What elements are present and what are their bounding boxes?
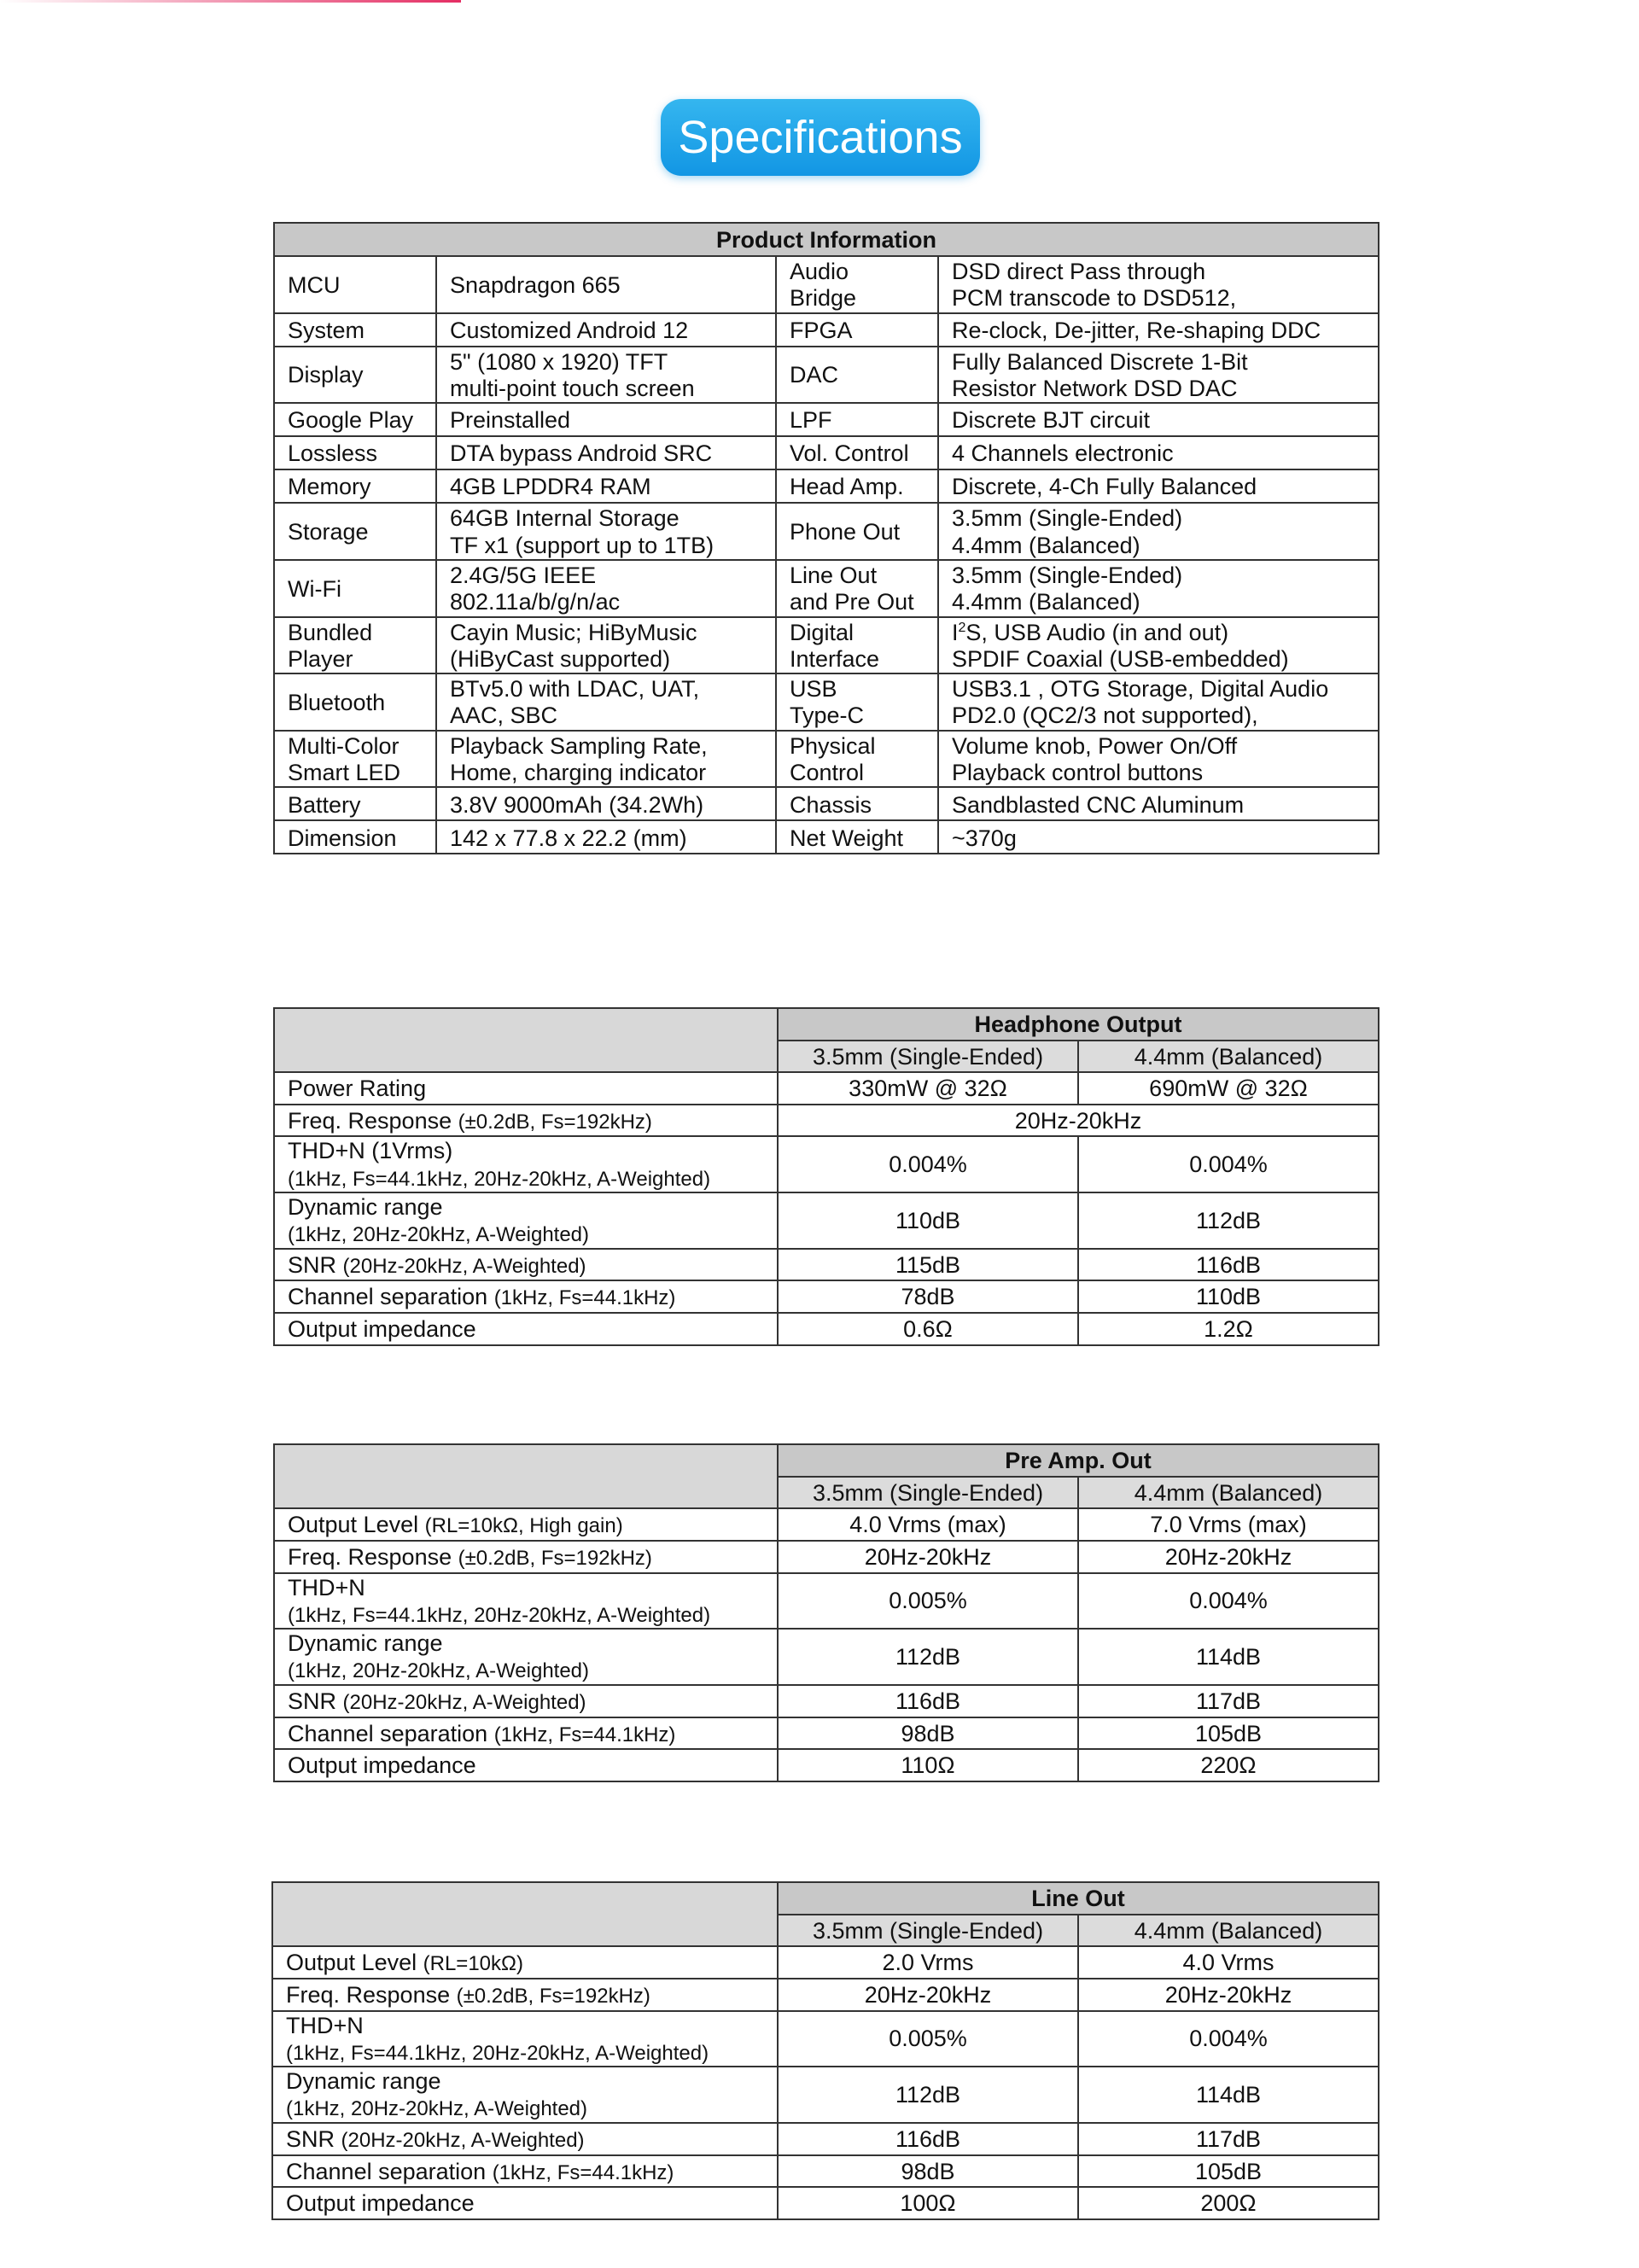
spec-condition: (1kHz, 20Hz-20kHz, A-Weighted) xyxy=(288,1223,590,1247)
spec-value-balanced: 7.0 Vrms (max) xyxy=(1078,1508,1379,1541)
spec-value: 64GB Internal Storage TF x1 (support up to 1TB) xyxy=(436,503,776,560)
spec-value: DSD direct Pass through PCM transcode to DSD512, xyxy=(938,256,1379,313)
spec-label xyxy=(272,1946,778,1979)
spec-value-balanced: 20Hz-20kHz xyxy=(1078,1541,1379,1573)
spec-value-balanced: 220Ω xyxy=(1078,1749,1379,1781)
spec-label-text: SNR xyxy=(286,2125,335,2152)
spec-label-text: THD+N xyxy=(288,1574,365,1600)
spec-value: ~370g xyxy=(938,820,1379,854)
spec-value-balanced: 0.004% xyxy=(1078,1573,1379,1630)
spec-value-balanced: 114dB xyxy=(1078,2067,1379,2123)
table-row xyxy=(274,1313,1379,1345)
table-row xyxy=(274,1072,1379,1105)
spec-label xyxy=(274,1508,778,1541)
spec-label xyxy=(272,2011,778,2067)
spec-condition: (±0.2dB, Fs=192kHz) xyxy=(458,1546,652,1570)
spec-label: Battery xyxy=(274,787,436,820)
spec-value-single-ended: 112dB xyxy=(778,2067,1078,2123)
spec-label-text: Output impedance xyxy=(286,2190,475,2217)
headphone-output-table xyxy=(273,1007,1379,1346)
spec-condition: (RL=10kΩ) xyxy=(423,1952,523,1976)
spec-value: 4GB LPDDR4 RAM xyxy=(436,469,776,503)
spec-label: FPGA xyxy=(776,313,938,347)
spec-label: Line Out and Pre Out xyxy=(776,560,938,617)
spec-value-balanced: 117dB xyxy=(1078,2123,1379,2155)
product-information-table xyxy=(273,222,1379,854)
spec-value-balanced: 1.2Ω xyxy=(1078,1313,1379,1345)
table-row xyxy=(272,2067,1379,2123)
top-accent-line xyxy=(0,0,461,3)
page-title: Specifications xyxy=(661,99,980,176)
spec-value: Preinstalled xyxy=(436,403,776,436)
spec-label: Net Weight xyxy=(776,820,938,854)
spec-label xyxy=(272,1979,778,2011)
spec-value-balanced: 200Ω xyxy=(1078,2187,1379,2219)
spec-label: LPF xyxy=(776,403,938,436)
spec-label xyxy=(274,1685,778,1717)
column-header-single-ended: 3.5mm (Single-Ended) xyxy=(778,1915,1078,1947)
spec-label xyxy=(274,1072,778,1105)
spec-label: Wi-Fi xyxy=(274,560,436,617)
spec-condition: (20Hz-20kHz, A-Weighted) xyxy=(342,1690,586,1714)
spec-value-balanced: 105dB xyxy=(1078,1717,1379,1750)
pre-amp-out-table xyxy=(273,1443,1379,1782)
spec-value-balanced: 112dB xyxy=(1078,1192,1379,1249)
spec-value: DTA bypass Android SRC xyxy=(436,436,776,469)
spec-value: Discrete, 4-Ch Fully Balanced xyxy=(938,469,1379,503)
spec-value-single-ended: 20Hz-20kHz xyxy=(778,1541,1078,1573)
spec-value-balanced: 690mW @ 32Ω xyxy=(1078,1072,1379,1105)
spec-value-balanced: 110dB xyxy=(1078,1280,1379,1313)
spec-value-single-ended: 4.0 Vrms (max) xyxy=(778,1508,1078,1541)
spec-value: USB3.1 , OTG Storage, Digital Audio PD2.0 (QC2/3 not supported), xyxy=(938,673,1379,731)
spec-value: Fully Balanced Discrete 1-Bit Resistor Network DSD DAC xyxy=(938,347,1379,404)
spec-value-balanced: 20Hz-20kHz xyxy=(1078,1979,1379,2011)
spec-label: Storage xyxy=(274,503,436,560)
spec-value: 3.5mm (Single-Ended) 4.4mm (Balanced) xyxy=(938,503,1379,560)
table-row xyxy=(274,1105,1379,1137)
spec-value-single-ended: 112dB xyxy=(778,1629,1078,1685)
spec-value-single-ended: 110dB xyxy=(778,1192,1078,1249)
column-header-balanced: 4.4mm (Balanced) xyxy=(1078,1041,1379,1073)
spec-value-single-ended: 0.6Ω xyxy=(778,1313,1078,1345)
table-row xyxy=(274,1685,1379,1717)
table-row xyxy=(274,617,1379,674)
spec-condition: (RL=10kΩ, High gain) xyxy=(424,1514,623,1538)
spec-label xyxy=(274,1313,778,1345)
spec-value: Re-clock, De-jitter, Re-shaping DDC xyxy=(938,313,1379,347)
spec-value: Sandblasted CNC Aluminum xyxy=(938,787,1379,820)
table-row xyxy=(272,1946,1379,1979)
spec-value-balanced: 0.004% xyxy=(1078,2011,1379,2067)
spec-label: Physical Control xyxy=(776,731,938,788)
spec-value: BTv5.0 with LDAC, UAT, AAC, SBC xyxy=(436,673,776,731)
spec-label: Phone Out xyxy=(776,503,938,560)
spec-label: Multi-Color Smart LED xyxy=(274,731,436,788)
spec-value: Cayin Music; HiByMusic (HiByCast supported) xyxy=(436,617,776,674)
spec-label: Bluetooth xyxy=(274,673,436,731)
spec-condition: (1kHz, Fs=44.1kHz) xyxy=(492,2160,674,2184)
spec-label xyxy=(274,1105,778,1137)
spec-value-single-ended: 78dB xyxy=(778,1280,1078,1313)
spec-value: 5" (1080 x 1920) TFT multi-point touch screen xyxy=(436,347,776,404)
spec-label xyxy=(274,1136,778,1192)
column-header-balanced: 4.4mm (Balanced) xyxy=(1078,1477,1379,1509)
spec-label xyxy=(274,1749,778,1781)
spec-label: Memory xyxy=(274,469,436,503)
table-row xyxy=(274,436,1379,469)
spec-label-text: Freq. Response xyxy=(286,1981,451,2008)
spec-condition: (1kHz, Fs=44.1kHz) xyxy=(493,1286,676,1310)
spec-condition: (±0.2dB, Fs=192kHz) xyxy=(456,1984,650,2008)
spec-condition: (1kHz, Fs=44.1kHz, 20Hz-20kHz, A-Weighted) xyxy=(288,1603,711,1627)
table-corner xyxy=(274,1008,778,1072)
spec-value-single-ended: 20Hz-20kHz xyxy=(778,1979,1078,2011)
spec-value: Snapdragon 665 xyxy=(436,256,776,313)
column-header-single-ended: 3.5mm (Single-Ended) xyxy=(778,1477,1078,1509)
spec-label: Bundled Player xyxy=(274,617,436,674)
spec-label: USB Type-C xyxy=(776,673,938,731)
spec-label xyxy=(274,1629,778,1685)
table-corner xyxy=(274,1444,778,1508)
spec-label xyxy=(274,1573,778,1630)
spec-value-single-ended: 116dB xyxy=(778,1685,1078,1717)
table-row xyxy=(274,820,1379,854)
table-row xyxy=(274,1749,1379,1781)
spec-label xyxy=(274,1717,778,1750)
spec-label-text: THD+N xyxy=(286,2012,364,2038)
table-row xyxy=(272,2123,1379,2155)
spec-condition: (1kHz, Fs=44.1kHz, 20Hz-20kHz, A-Weighted) xyxy=(286,2041,709,2065)
spec-label xyxy=(274,1249,778,1281)
spec-value: 2.4G/5G IEEE 802.11a/b/g/n/ac xyxy=(436,560,776,617)
spec-label xyxy=(274,1192,778,1249)
column-header-balanced: 4.4mm (Balanced) xyxy=(1078,1915,1379,1947)
spec-label xyxy=(272,2155,778,2188)
spec-label: Lossless xyxy=(274,436,436,469)
spec-label: System xyxy=(274,313,436,347)
spec-value-balanced: 114dB xyxy=(1078,1629,1379,1685)
spec-value-part: I xyxy=(952,619,959,645)
spec-value-single-ended: 2.0 Vrms xyxy=(778,1946,1078,1979)
spec-label-text: Output Level xyxy=(288,1512,419,1538)
spec-value-balanced: 0.004% xyxy=(1078,1136,1379,1192)
spec-value: 3.8V 9000mAh (34.2Wh) xyxy=(436,787,776,820)
spec-value-single-ended: 98dB xyxy=(778,1717,1078,1750)
spec-condition: (1kHz, Fs=44.1kHz, 20Hz-20kHz, A-Weighted) xyxy=(288,1167,711,1191)
table-header: Line Out xyxy=(778,1882,1379,1915)
spec-value-part: S, USB Audio (in and out) xyxy=(965,619,1229,645)
spec-label: Audio Bridge xyxy=(776,256,938,313)
table-header: Product Information xyxy=(274,223,1379,256)
spec-label-text: Power Rating xyxy=(288,1076,427,1102)
spec-value: Playback Sampling Rate, Home, charging indicator xyxy=(436,731,776,788)
spec-label-text: SNR xyxy=(288,1688,337,1714)
spec-label-text: Channel separation xyxy=(288,1720,488,1746)
spec-label-text: Channel separation xyxy=(288,1284,488,1310)
table-row xyxy=(274,560,1379,617)
spec-value-single-ended: 110Ω xyxy=(778,1749,1078,1781)
table-row xyxy=(272,2187,1379,2219)
spec-label xyxy=(274,1541,778,1573)
spec-value-single-ended: 0.005% xyxy=(778,1573,1078,1630)
spec-value-superscript: 2 xyxy=(958,620,966,635)
table-header: Headphone Output xyxy=(778,1008,1379,1041)
spec-label: Display xyxy=(274,347,436,404)
table-corner xyxy=(272,1882,778,1946)
spec-label: Digital Interface xyxy=(776,617,938,674)
spec-value-single-ended: 98dB xyxy=(778,2155,1078,2188)
spec-value xyxy=(938,617,1379,674)
spec-label: Google Play xyxy=(274,403,436,436)
spec-label: Head Amp. xyxy=(776,469,938,503)
column-header-single-ended: 3.5mm (Single-Ended) xyxy=(778,1041,1078,1073)
table-row xyxy=(274,1717,1379,1750)
spec-value-single-ended: 100Ω xyxy=(778,2187,1078,2219)
spec-value-single-ended: 116dB xyxy=(778,2123,1078,2155)
spec-value-balanced: 4.0 Vrms xyxy=(1078,1946,1379,1979)
spec-value-single-ended: 115dB xyxy=(778,1249,1078,1281)
spec-value-single-ended: 0.005% xyxy=(778,2011,1078,2067)
spec-label xyxy=(272,2187,778,2219)
table-header: Pre Amp. Out xyxy=(778,1444,1379,1477)
spec-label-text: Freq. Response xyxy=(288,1107,452,1134)
table-row xyxy=(274,731,1379,788)
table-row xyxy=(274,1629,1379,1685)
spec-label-text: Output impedance xyxy=(288,1316,476,1343)
spec-label-text: Channel separation xyxy=(286,2158,487,2184)
table-row xyxy=(272,1979,1379,2011)
table-row xyxy=(274,787,1379,820)
spec-label-text: SNR xyxy=(288,1251,337,1278)
spec-condition: (1kHz, 20Hz-20kHz, A-Weighted) xyxy=(288,1659,590,1683)
spec-label: MCU xyxy=(274,256,436,313)
table-row xyxy=(274,313,1379,347)
table-row xyxy=(274,1541,1379,1573)
spec-label: Dimension xyxy=(274,820,436,854)
spec-value: Discrete BJT circuit xyxy=(938,403,1379,436)
spec-value: Customized Android 12 xyxy=(436,313,776,347)
table-row xyxy=(274,503,1379,560)
table-row xyxy=(274,256,1379,313)
table-row xyxy=(272,2155,1379,2188)
table-row xyxy=(274,1573,1379,1630)
spec-value-part: SPDIF Coaxial (USB-embedded) xyxy=(952,645,1289,672)
spec-value: 4 Channels electronic xyxy=(938,436,1379,469)
spec-value-single-ended: 0.004% xyxy=(778,1136,1078,1192)
spec-condition: (1kHz, 20Hz-20kHz, A-Weighted) xyxy=(286,2097,588,2121)
table-row xyxy=(274,469,1379,503)
spec-label-text: Freq. Response xyxy=(288,1543,452,1570)
spec-condition: (±0.2dB, Fs=192kHz) xyxy=(458,1110,652,1134)
table-row xyxy=(274,1249,1379,1281)
spec-label-text: Output Level xyxy=(286,1950,417,1976)
spec-value: 142 x 77.8 x 22.2 (mm) xyxy=(436,820,776,854)
spec-label-text: Dynamic range xyxy=(288,1193,443,1220)
spec-label xyxy=(272,2123,778,2155)
table-row xyxy=(274,347,1379,404)
table-row xyxy=(274,1508,1379,1541)
spec-value-single-ended: 330mW @ 32Ω xyxy=(778,1072,1078,1105)
spec-label-text: Dynamic range xyxy=(286,2068,441,2095)
spec-label xyxy=(272,2067,778,2123)
spec-label: DAC xyxy=(776,347,938,404)
spec-label-text: Output impedance xyxy=(288,1752,476,1779)
spec-value: Volume knob, Power On/Off Playback control buttons xyxy=(938,731,1379,788)
spec-label-text: THD+N (1Vrms) xyxy=(288,1138,453,1164)
line-out-table xyxy=(271,1881,1379,2220)
spec-condition: (20Hz-20kHz, A-Weighted) xyxy=(341,2128,585,2152)
table-row xyxy=(274,1280,1379,1313)
spec-condition: (1kHz, Fs=44.1kHz) xyxy=(493,1723,676,1746)
spec-value: 3.5mm (Single-Ended) 4.4mm (Balanced) xyxy=(938,560,1379,617)
table-row xyxy=(274,403,1379,436)
spec-label-text: Dynamic range xyxy=(288,1630,443,1657)
table-row xyxy=(274,673,1379,731)
spec-value-balanced: 105dB xyxy=(1078,2155,1379,2188)
spec-label xyxy=(274,1280,778,1313)
spec-value-balanced: 117dB xyxy=(1078,1685,1379,1717)
spec-condition: (20Hz-20kHz, A-Weighted) xyxy=(342,1254,586,1278)
spec-label: Vol. Control xyxy=(776,436,938,469)
table-row xyxy=(272,2011,1379,2067)
spec-label: Chassis xyxy=(776,787,938,820)
spec-value-balanced: 116dB xyxy=(1078,1249,1379,1281)
table-row xyxy=(274,1136,1379,1192)
table-row xyxy=(274,1192,1379,1249)
spec-value-merged: 20Hz-20kHz xyxy=(778,1105,1379,1137)
